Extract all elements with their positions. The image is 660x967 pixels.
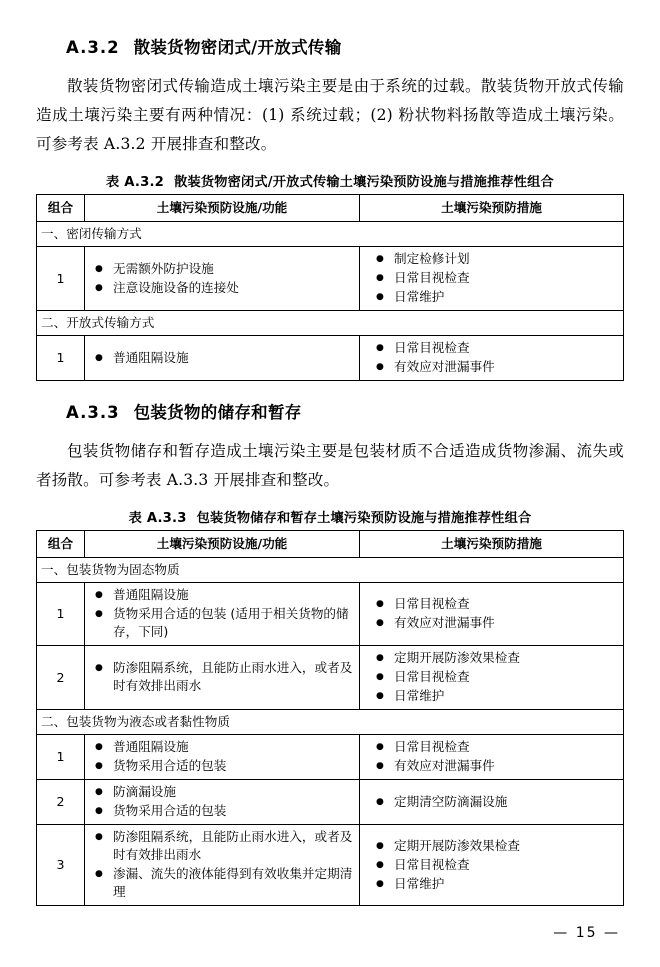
table-row — [37, 336, 624, 381]
table-row — [37, 735, 624, 780]
list-item: ● 定期开展防渗效果检查 — [364, 837, 619, 855]
section-heading-a33 — [36, 399, 624, 423]
table-cell-measures — [360, 646, 624, 710]
list-item: ● 定期开展防渗效果检查 — [364, 649, 619, 667]
table-cell-combo: 2 — [37, 646, 85, 710]
table-caption-label-a33: 表 A.3.3 — [128, 511, 187, 526]
table-caption-a33 — [36, 507, 624, 526]
table-group-label: 一、包装货物为固态物质 — [37, 558, 624, 583]
measure-list — [364, 339, 619, 376]
table-cell-facilities — [85, 247, 360, 311]
table-cell-combo: 3 — [37, 825, 85, 906]
table-cell-combo: 1 — [37, 735, 85, 780]
table-cell-facilities — [85, 735, 360, 780]
list-item: ● 货物采用合适的包装 — [89, 802, 355, 820]
table-cell-facilities — [85, 780, 360, 825]
table-cell-facilities — [85, 583, 360, 646]
list-item: ● 日常目视检查 — [364, 269, 619, 287]
measure-list — [364, 649, 619, 705]
list-item: ● 日常目视检查 — [364, 856, 619, 874]
list-item: ● 日常目视检查 — [364, 668, 619, 686]
facility-list — [89, 586, 355, 641]
table-header-cell-facilities: 土壤污染预防设施/功能 — [85, 531, 360, 558]
table-cell-combo: 2 — [37, 780, 85, 825]
section-paragraph-a33: 包装货物储存和暂存造成土壤污染主要是包装材质不合适造成货物渗漏、流失或者扬散。可参考表 A.3.3 开展排查和整改。 — [36, 442, 624, 489]
facility-list — [89, 260, 355, 297]
table-header-cell-combo: 组合 — [37, 195, 85, 222]
measure-list — [364, 793, 619, 811]
section-title-a32: 散装货物密闭式/开放式传输 — [133, 38, 342, 57]
table-row-group — [37, 222, 624, 247]
list-item: ● 注意设施设备的连接处 — [89, 279, 355, 297]
list-item: ● 普通阻隔设施 — [89, 586, 355, 604]
table-row — [37, 825, 624, 906]
list-item: ● 日常维护 — [364, 687, 619, 705]
list-item: ● 有效应对泄漏事件 — [364, 614, 619, 632]
section-paragraph-a32: 散装货物密闭式传输造成土壤污染主要是由于系统的过载。散装货物开放式传输造成土壤污染主要有两种情况：(1) 系统过载；(2) 粉状物料扬散等造成土壤污染。可参考表 A.3.2 开展排查和整改。 — [36, 77, 624, 153]
list-item: ● 日常维护 — [364, 288, 619, 306]
table-header-row — [37, 195, 624, 222]
list-item: ● 防渗阻隔系统，且能防止雨水进入，或者及时有效排出雨水 — [89, 659, 355, 695]
table-row — [37, 583, 624, 646]
list-item: ● 制定检修计划 — [364, 250, 619, 268]
table-cell-facilities — [85, 825, 360, 906]
table-cell-combo: 1 — [37, 583, 85, 646]
list-item: ● 有效应对泄漏事件 — [364, 358, 619, 376]
table-cell-measures — [360, 825, 624, 906]
table-header-cell-measures: 土壤污染预防措施 — [360, 195, 624, 222]
table-row — [37, 247, 624, 311]
list-item: ● 日常目视检查 — [364, 339, 619, 357]
page-number: — 15 — — [553, 925, 620, 941]
table-caption-label-a32: 表 A.3.2 — [106, 175, 165, 190]
table-caption-a32 — [36, 171, 624, 190]
measure-list — [364, 837, 619, 893]
measure-list — [364, 595, 619, 632]
list-item: ● 日常目视检查 — [364, 738, 619, 756]
measure-list — [364, 738, 619, 775]
table-a32 — [36, 194, 624, 381]
facility-list — [89, 783, 355, 820]
table-cell-facilities — [85, 336, 360, 381]
list-item: ● 货物采用合适的包装 — [89, 757, 355, 775]
list-item: ● 日常维护 — [364, 875, 619, 893]
facility-list — [89, 349, 355, 367]
table-cell-facilities — [85, 646, 360, 710]
section-heading-a32 — [36, 34, 624, 58]
table-cell-combo: 1 — [37, 247, 85, 311]
list-item: ● 无需额外防护设施 — [89, 260, 355, 278]
table-cell-measures — [360, 735, 624, 780]
table-row-group — [37, 311, 624, 336]
list-item: ● 日常目视检查 — [364, 595, 619, 613]
table-header-cell-facilities: 土壤污染预防设施/功能 — [85, 195, 360, 222]
list-item: ● 防渗阻隔系统，且能防止雨水进入，或者及时有效排出雨水 — [89, 828, 355, 864]
facility-list — [89, 738, 355, 775]
table-row-group — [37, 710, 624, 735]
list-item: ● 定期清空防滴漏设施 — [364, 793, 619, 811]
table-header-cell-combo: 组合 — [37, 531, 85, 558]
table-row-group — [37, 558, 624, 583]
table-row — [37, 646, 624, 710]
list-item: ● 防滴漏设施 — [89, 783, 355, 801]
list-item: ● 货物采用合适的包装 (适用于相关货物的储存，下同) — [89, 605, 355, 641]
list-item: ● 普通阻隔设施 — [89, 738, 355, 756]
table-header-row — [37, 531, 624, 558]
table-a33 — [36, 530, 624, 906]
table-caption-title-a33: 包装货物储存和暂存土壤污染预防设施与措施推荐性组合 — [196, 511, 532, 526]
table-group-label: 二、开放式传输方式 — [37, 311, 624, 336]
table-group-label: 一、密闭传输方式 — [37, 222, 624, 247]
table-cell-measures — [360, 336, 624, 381]
table-caption-title-a32: 散装货物密闭式/开放式传输土壤污染预防设施与措施推荐性组合 — [174, 175, 554, 190]
facility-list — [89, 828, 355, 901]
table-row — [37, 780, 624, 825]
section-number-a32: A.3.2 — [66, 38, 120, 57]
list-item: ● 有效应对泄漏事件 — [364, 757, 619, 775]
facility-list — [89, 659, 355, 695]
table-cell-measures — [360, 583, 624, 646]
table-cell-measures — [360, 247, 624, 311]
table-cell-measures — [360, 780, 624, 825]
section-title-a33: 包装货物的储存和暂存 — [133, 403, 302, 422]
list-item: ● 渗漏、流失的液体能得到有效收集并定期清理 — [89, 865, 355, 901]
table-cell-combo: 1 — [37, 336, 85, 381]
section-number-a33: A.3.3 — [66, 403, 120, 422]
measure-list — [364, 250, 619, 306]
list-item: ● 普通阻隔设施 — [89, 349, 355, 367]
table-header-cell-measures: 土壤污染预防措施 — [360, 531, 624, 558]
table-group-label: 二、包装货物为液态或者黏性物质 — [37, 710, 624, 735]
